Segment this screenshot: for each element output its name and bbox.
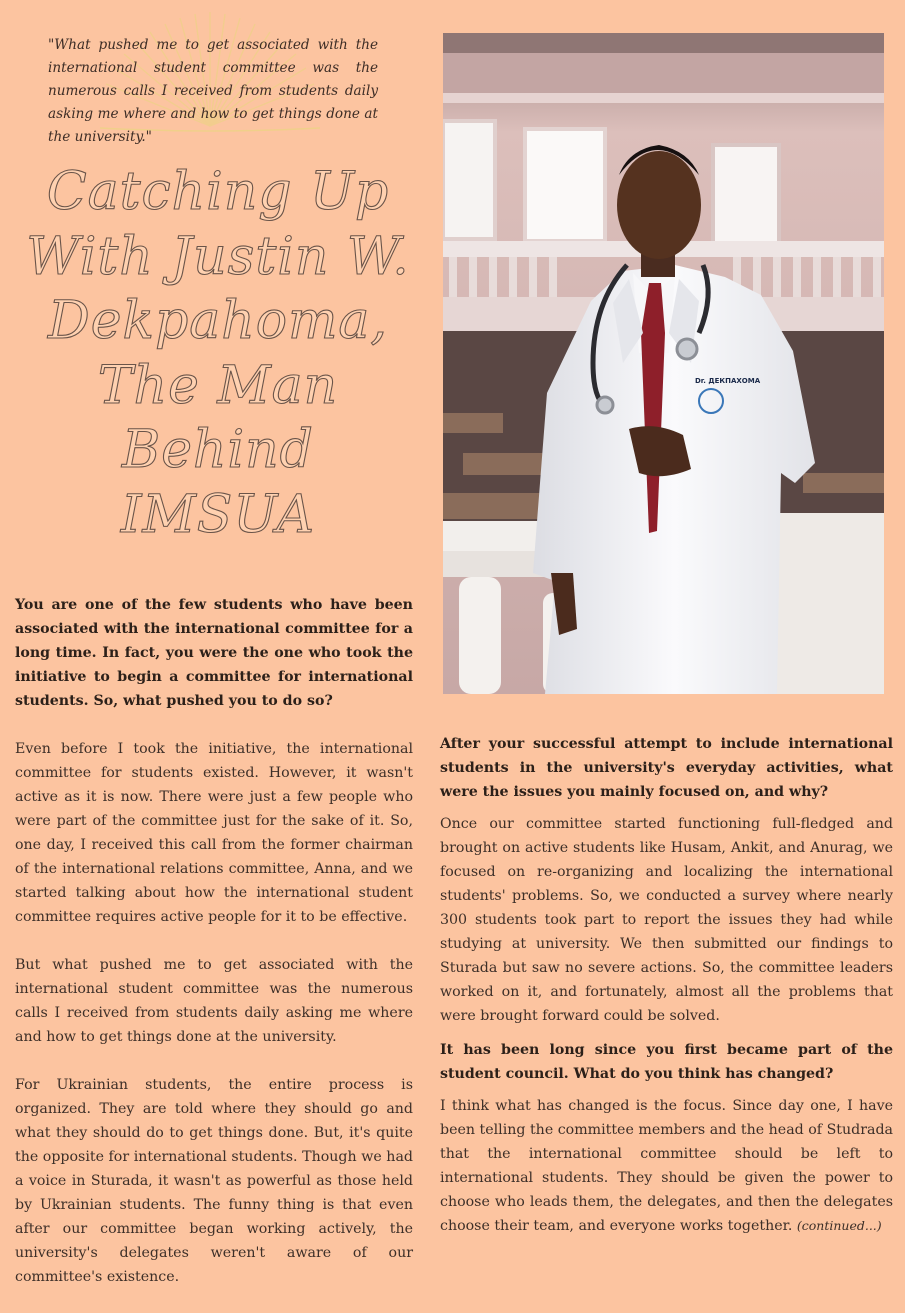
answer-1-paragraph-1: Even before I took the initiative, the international committee for students existed. However, it wasn't active as it is now. There were just a few people who were part of the committee just for the sake of it. So, one day, I received this call from the former chairman of the international relations committee, Anna, and we started talking about how the international student committee requires active people for it to be effective. [15, 741, 413, 925]
coat-name-tag: Dr. ДЕКПАХОМА [695, 377, 761, 385]
answer-3-text: I think what has changed is the focus. Since day one, I have been telling the committee members and the head of Studrada that the international committee should be left to international students. They should be given the power to choose who leads them, the delegates, and then the delegates choose their team, and everyone works together. [440, 1098, 893, 1234]
pull-quote: "What pushed me to get associated with the international student committee was the numerous calls I received from students daily asking me where and how to get things done at the university." [48, 37, 378, 145]
question-3: It has been long since you first became part of the student council. What do you think has changed? [440, 1042, 893, 1082]
article-title: Catching Up With Justin W. Dekpahoma, The Man Behind IMSUA [26, 162, 410, 545]
answer-3 [440, 1094, 893, 1238]
interview-left-column [15, 593, 413, 1313]
continued-note: (continued...) [796, 1218, 882, 1233]
answer-2: Once our committee started functioning full-fledged and brought on active students like Husam, Ankit, and Anurag, we focused on re-organizing and localizing the international students' problems. So, we conducted a survey where nearly 300 students took part to report the issues they had while studying at university. We then submitted our findings to Sturada but saw no severe actions. So, the committee leaders worked on it, and fortunately, almost all the problems that were brought forward could be solved. [440, 816, 893, 1024]
answer-1-paragraph-2: But what pushed me to get associated with the international student committee was the numerous calls I received from students daily asking me where and how to get things done at the university. [15, 957, 413, 1045]
portrait-photo [443, 33, 884, 694]
question-2: After your successful attempt to include international students in the university's everyday activities, what were the issues you mainly focused on, and why? [440, 736, 893, 800]
question-1: You are one of the few students who have been associated with the international committee for a long time. In fact, you were the one who took the initiative to begin a committee for international students. So, what pushed you to do so? [15, 597, 413, 709]
interview-right-column [440, 732, 893, 1248]
answer-1-paragraph-3: For Ukrainian students, the entire process is organized. They are told where they should go and what they should do to get things done. But, it's quite the opposite for international students. Though we had a voice in Sturada, it wasn't as powerful as those held by Ukrainian students. The funny thing is that even after our committee began working actively, the university's delegates weren't aware of our committee's existence. [15, 1077, 413, 1285]
